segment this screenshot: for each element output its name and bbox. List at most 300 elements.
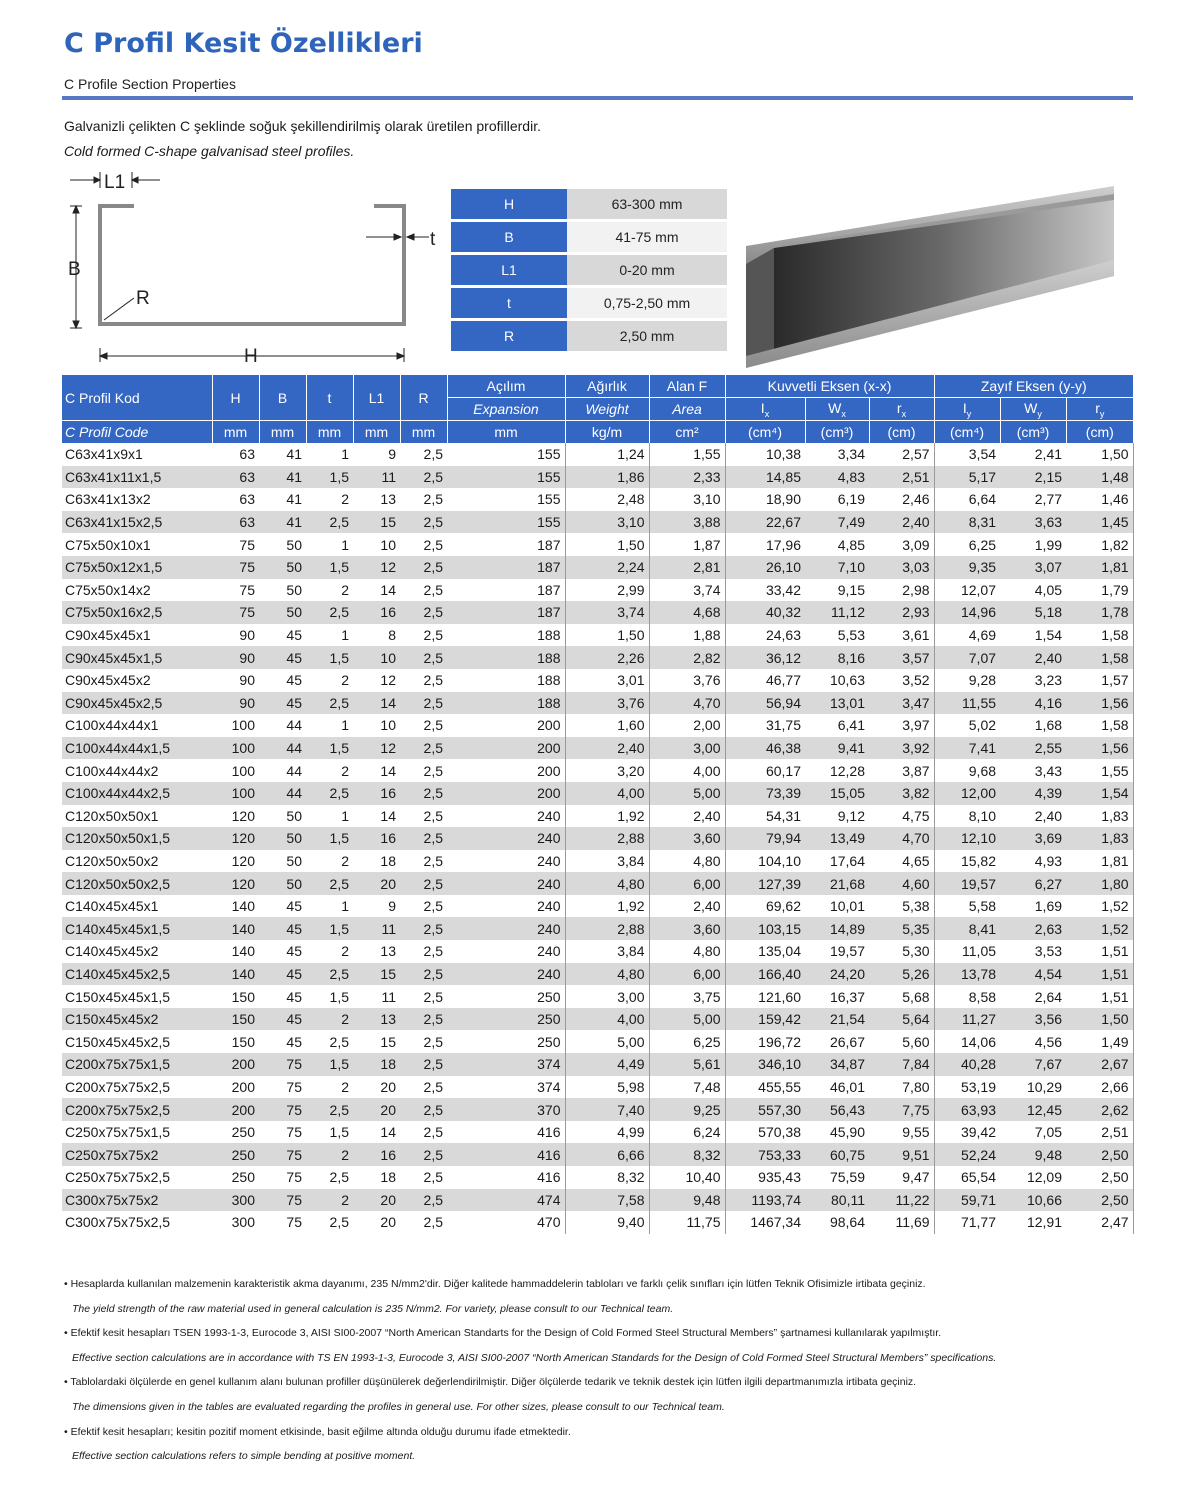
value-cell: 8 [353,624,400,647]
value-cell: 1,78 [1066,601,1133,624]
table-row [62,1098,1133,1121]
value-cell: 2,48 [565,488,649,511]
value-cell: 2,82 [649,646,725,669]
table-row [62,511,1133,534]
value-cell: 188 [447,692,565,715]
value-cell: 2,5 [400,759,447,782]
value-cell: 2,5 [306,692,353,715]
value-cell: 9,25 [649,1098,725,1121]
value-cell: 1,81 [1066,850,1133,873]
value-cell: 200 [447,714,565,737]
value-cell: 1,99 [1000,533,1066,556]
value-cell: 45 [259,646,306,669]
value-cell: 50 [259,579,306,602]
value-cell: 3,87 [869,759,934,782]
value-cell: 17,64 [805,850,869,873]
value-cell: 7,75 [869,1098,934,1121]
value-cell: 135,04 [725,940,805,963]
value-cell: 7,05 [1000,1121,1066,1144]
value-cell: 31,75 [725,714,805,737]
value-cell: 3,43 [1000,759,1066,782]
value-cell: 5,26 [869,963,934,986]
value-cell: 11,69 [869,1211,934,1234]
value-cell: 12,45 [1000,1098,1066,1121]
value-cell: 1,49 [1066,1030,1133,1053]
value-cell: 5,60 [869,1030,934,1053]
value-cell: 50 [259,601,306,624]
value-cell: 45 [259,669,306,692]
profile-code-cell: C150x45x45x1,5 [62,985,212,1008]
value-cell: 75 [259,1076,306,1099]
value-cell: 2,66 [1066,1076,1133,1099]
value-cell: 250 [447,1030,565,1053]
value-cell: 14 [353,692,400,715]
value-cell: 2,57 [869,443,934,466]
note-english: The yield strength of the raw material used in general calculation is 235 N/mm2. For variety, please consult to our Technical team. [72,1302,674,1315]
value-cell: 3,07 [1000,556,1066,579]
value-cell: 60,75 [805,1143,869,1166]
value-cell: 6,66 [565,1143,649,1166]
value-cell: 2,50 [1066,1166,1133,1189]
value-cell: 374 [447,1076,565,1099]
value-cell: 10,66 [1000,1189,1066,1212]
value-cell: 1,45 [1066,511,1133,534]
value-cell: 1,5 [306,1053,353,1076]
value-cell: 3,03 [869,556,934,579]
value-cell: 240 [447,940,565,963]
value-cell: 150 [212,1030,259,1053]
value-cell: 11,27 [934,1008,1000,1031]
value-cell: 4,70 [649,692,725,715]
value-cell: 98,64 [805,1211,869,1234]
value-cell: 15 [353,511,400,534]
value-cell: 1,88 [649,624,725,647]
table-row [62,805,1133,828]
value-cell: 44 [259,782,306,805]
value-cell: 2,5 [400,1121,447,1144]
spec-key: t [451,288,567,318]
value-cell: 18 [353,1166,400,1189]
value-cell: 2,40 [565,737,649,760]
spec-row [451,189,727,219]
value-cell: 4,00 [565,1008,649,1031]
value-cell: 1 [306,533,353,556]
value-cell: 18 [353,1053,400,1076]
value-cell: 75 [259,1211,306,1234]
value-cell: 11 [353,466,400,489]
value-cell: 1,86 [565,466,649,489]
value-cell: 155 [447,488,565,511]
value-cell: 1,50 [1066,443,1133,466]
value-cell: 75 [259,1053,306,1076]
table-row [62,1076,1133,1099]
profile-code-cell: C120x50x50x1,5 [62,827,212,850]
table-row [62,556,1133,579]
value-cell: 3,56 [1000,1008,1066,1031]
col-h: H [212,375,259,421]
value-cell: 3,00 [649,737,725,760]
spec-key: H [451,189,567,219]
value-cell: 1,5 [306,646,353,669]
label-r: R [136,288,150,309]
value-cell: 188 [447,669,565,692]
value-cell: 6,27 [1000,872,1066,895]
value-cell: 11,05 [934,940,1000,963]
value-cell: 1,52 [1066,895,1133,918]
unit-expansion: mm [447,421,565,444]
col-wx: $W_x$ [805,398,869,421]
table-row [62,940,1133,963]
value-cell: 16 [353,601,400,624]
value-cell: 44 [259,737,306,760]
value-cell: 2,63 [1000,917,1066,940]
value-cell: 54,31 [725,805,805,828]
note-turkish: • Hesaplarda kullanılan malzemenin karakteristik akma dayanımı, 235 N/mm2'dir. Diğer kalitede hammaddelerin tabloları ve farklı çelik sınıfları için lütfen Teknik Ofisimizle irtibata geçiniz. [64,1278,926,1290]
value-cell: 3,60 [649,827,725,850]
value-cell: 36,12 [725,646,805,669]
value-cell: 50 [259,556,306,579]
col-iy: $I_y$ [934,398,1000,421]
value-cell: 1,54 [1000,624,1066,647]
value-cell: 26,67 [805,1030,869,1053]
col-profile-code-en: C Profil Code [62,421,212,444]
value-cell: 1,58 [1066,714,1133,737]
col-expansion-en: Expansion [447,398,565,421]
value-cell: 46,77 [725,669,805,692]
profile-code-cell: C100x44x44x2,5 [62,782,212,805]
spec-key: L1 [451,255,567,285]
c-profile-3d-render [742,186,1122,368]
value-cell: 46,38 [725,737,805,760]
table-row [62,850,1133,873]
value-cell: 2,5 [306,1166,353,1189]
value-cell: 3,63 [1000,511,1066,534]
value-cell: 140 [212,940,259,963]
value-cell: 40,32 [725,601,805,624]
value-cell: 250 [212,1143,259,1166]
value-cell: 1,51 [1066,985,1133,1008]
value-cell: 2,00 [649,714,725,737]
value-cell: 187 [447,601,565,624]
profile-code-cell: C90x45x45x2 [62,669,212,692]
value-cell: 1,5 [306,917,353,940]
value-cell: 2,40 [649,805,725,828]
value-cell: 90 [212,692,259,715]
value-cell: 1,5 [306,1121,353,1144]
value-cell: 1 [306,805,353,828]
value-cell: 1,55 [649,443,725,466]
value-cell: 9,12 [805,805,869,828]
value-cell: 240 [447,805,565,828]
value-cell: 2,15 [1000,466,1066,489]
value-cell: 5,17 [934,466,1000,489]
value-cell: 4,69 [934,624,1000,647]
table-row [62,1121,1133,1144]
col-b: B [259,375,306,421]
value-cell: 20 [353,1098,400,1121]
value-cell: 14,96 [934,601,1000,624]
value-cell: 75 [259,1098,306,1121]
value-cell: 3,60 [649,917,725,940]
value-cell: 187 [447,533,565,556]
profile-code-cell: C90x45x45x1 [62,624,212,647]
table-row [62,533,1133,556]
value-cell: 17,96 [725,533,805,556]
value-cell: 15 [353,1030,400,1053]
value-cell: 2,5 [400,827,447,850]
note-turkish: • Tablolardaki ölçülerde en genel kullanım alanı bulunan profiller düşünülerek değerlendirilmiştir. Diğer ölçülerde tedarik ve teknik destek için lütfen ilgili departmanımızla irtibata geçiniz. [64,1376,917,1389]
value-cell: 1,87 [649,533,725,556]
table-row [62,579,1133,602]
value-cell: 69,62 [725,895,805,918]
value-cell: 100 [212,759,259,782]
value-cell: 2,47 [1066,1211,1133,1234]
value-cell: 2,5 [400,917,447,940]
value-cell: 4,85 [805,533,869,556]
value-cell: 6,00 [649,872,725,895]
value-cell: 12 [353,556,400,579]
table-row [62,1143,1133,1166]
value-cell: 2,5 [400,737,447,760]
page-subtitle: C Profile Section Properties [64,76,236,92]
value-cell: 100 [212,737,259,760]
value-cell: 1,24 [565,443,649,466]
value-cell: 416 [447,1143,565,1166]
value-cell: 13 [353,940,400,963]
value-cell: 3,53 [1000,940,1066,963]
value-cell: 4,00 [565,782,649,805]
value-cell: 140 [212,895,259,918]
value-cell: 7,41 [934,737,1000,760]
spec-row [451,222,727,252]
value-cell: 3,84 [565,850,649,873]
value-cell: 3,10 [649,488,725,511]
value-cell: 1,55 [1066,759,1133,782]
profile-code-cell: C140x45x45x2,5 [62,963,212,986]
value-cell: 2,5 [400,963,447,986]
note-english: The dimensions given in the tables are evaluated regarding the profiles in general use. For other sizes, please consult to our Technical team. [72,1400,725,1413]
value-cell: 753,33 [725,1143,805,1166]
value-cell: 3,57 [869,646,934,669]
value-cell: 21,68 [805,872,869,895]
value-cell: 2,5 [400,940,447,963]
value-cell: 50 [259,872,306,895]
value-cell: 1,51 [1066,940,1133,963]
description-turkish: Galvanizli çelikten C şeklinde soğuk şekillendirilmiş olarak üretilen profillerdir. [64,118,541,134]
value-cell: 2,77 [1000,488,1066,511]
profile-code-cell: C75x50x12x1,5 [62,556,212,579]
col-l1: L1 [353,375,400,421]
value-cell: 4,68 [649,601,725,624]
label-l1: L1 [104,172,126,193]
value-cell: 2,24 [565,556,649,579]
table-row [62,1008,1133,1031]
value-cell: 65,54 [934,1166,1000,1189]
value-cell: 8,58 [934,985,1000,1008]
section-properties-table [62,375,1134,1234]
value-cell: 41 [259,511,306,534]
value-cell: 90 [212,646,259,669]
value-cell: 200 [212,1098,259,1121]
table-row [62,714,1133,737]
value-cell: 14,89 [805,917,869,940]
value-cell: 52,24 [934,1143,1000,1166]
value-cell: 33,42 [725,579,805,602]
table-row [62,917,1133,940]
value-cell: 3,61 [869,624,934,647]
value-cell: 103,15 [725,917,805,940]
value-cell: 2,5 [400,511,447,534]
value-cell: 12 [353,669,400,692]
value-cell: 5,58 [934,895,1000,918]
spec-value: 2,50 mm [567,321,727,351]
value-cell: 10,29 [1000,1076,1066,1099]
value-cell: 7,67 [1000,1053,1066,1076]
value-cell: 14 [353,759,400,782]
value-cell: 8,16 [805,646,869,669]
value-cell: 12,28 [805,759,869,782]
table-row [62,1189,1133,1212]
dimension-lines [70,172,429,362]
value-cell: 240 [447,963,565,986]
value-cell: 13 [353,488,400,511]
value-cell: 75 [212,579,259,602]
value-cell: 13,49 [805,827,869,850]
value-cell: 9,40 [565,1211,649,1234]
value-cell: 1,58 [1066,624,1133,647]
spec-key: B [451,222,567,252]
value-cell: 7,40 [565,1098,649,1121]
value-cell: 3,84 [565,940,649,963]
value-cell: 90 [212,624,259,647]
value-cell: 2,33 [649,466,725,489]
value-cell: 4,80 [565,872,649,895]
value-cell: 2,5 [400,1098,447,1121]
label-b: B [68,259,81,280]
value-cell: 13 [353,1008,400,1031]
value-cell: 1,56 [1066,737,1133,760]
col-area-tr: Alan F [649,375,725,398]
value-cell: 41 [259,443,306,466]
value-cell: 2,50 [1066,1189,1133,1212]
col-strong-axis: Kuvvetli Eksen (x-x) [725,375,934,398]
value-cell: 75 [259,1189,306,1212]
value-cell: 3,52 [869,669,934,692]
value-cell: 2,41 [1000,443,1066,466]
value-cell: 120 [212,850,259,873]
value-cell: 6,41 [805,714,869,737]
table-row [62,1053,1133,1076]
value-cell: 24,63 [725,624,805,647]
value-cell: 1,79 [1066,579,1133,602]
value-cell: 2,5 [400,872,447,895]
value-cell: 11,75 [649,1211,725,1234]
value-cell: 7,07 [934,646,1000,669]
spec-value: 0-20 mm [567,255,727,285]
unit-b: mm [259,421,306,444]
value-cell: 15,82 [934,850,1000,873]
value-cell: 4,75 [869,805,934,828]
profile-code-cell: C75x50x10x1 [62,533,212,556]
value-cell: 7,80 [869,1076,934,1099]
value-cell: 6,24 [649,1121,725,1144]
value-cell: 2,5 [400,533,447,556]
value-cell: 2,81 [649,556,725,579]
value-cell: 2,5 [306,601,353,624]
value-cell: 10,63 [805,669,869,692]
col-weak-axis: Zayıf Eksen (y-y) [934,375,1133,398]
value-cell: 24,20 [805,963,869,986]
value-cell: 39,42 [934,1121,1000,1144]
value-cell: 44 [259,759,306,782]
value-cell: 11 [353,985,400,1008]
value-cell: 9,28 [934,669,1000,692]
value-cell: 9,48 [649,1189,725,1212]
value-cell: 75 [212,601,259,624]
value-cell: 19,57 [805,940,869,963]
value-cell: 300 [212,1189,259,1212]
unit-area: cm² [649,421,725,444]
footnotes [64,1272,1124,1469]
value-cell: 2,5 [400,466,447,489]
value-cell: 1 [306,895,353,918]
value-cell: 6,19 [805,488,869,511]
value-cell: 56,43 [805,1098,869,1121]
value-cell: 2,5 [306,1098,353,1121]
profile-code-cell: C90x45x45x2,5 [62,692,212,715]
value-cell: 1 [306,624,353,647]
value-cell: 3,75 [649,985,725,1008]
unit-h: mm [212,421,259,444]
value-cell: 11,12 [805,601,869,624]
spec-row [451,288,727,318]
col-weight-tr: Ağırlık [565,375,649,398]
value-cell: 16 [353,1143,400,1166]
value-cell: 12 [353,737,400,760]
value-cell: 1,57 [1066,669,1133,692]
profile-code-cell: C200x75x75x2,5 [62,1098,212,1121]
value-cell: 250 [447,985,565,1008]
value-cell: 3,23 [1000,669,1066,692]
value-cell: 75 [259,1143,306,1166]
value-cell: 2,5 [400,1166,447,1189]
table-row [62,669,1133,692]
value-cell: 1,80 [1066,872,1133,895]
value-cell: 5,38 [869,895,934,918]
value-cell: 1,82 [1066,533,1133,556]
value-cell: 1,50 [565,624,649,647]
value-cell: 5,00 [565,1030,649,1053]
value-cell: 45 [259,1030,306,1053]
value-cell: 2 [306,759,353,782]
value-cell: 2,98 [869,579,934,602]
value-cell: 100 [212,714,259,737]
table-row [62,759,1133,782]
value-cell: 6,25 [649,1030,725,1053]
value-cell: 200 [447,759,565,782]
value-cell: 2,5 [306,872,353,895]
value-cell: 104,10 [725,850,805,873]
value-cell: 1,5 [306,985,353,1008]
profile-code-cell: C120x50x50x2,5 [62,872,212,895]
value-cell: 53,19 [934,1076,1000,1099]
value-cell: 2 [306,1076,353,1099]
value-cell: 10 [353,646,400,669]
value-cell: 4,80 [649,940,725,963]
value-cell: 75 [212,533,259,556]
profile-code-cell: C63x41x13x2 [62,488,212,511]
value-cell: 9,35 [934,556,1000,579]
